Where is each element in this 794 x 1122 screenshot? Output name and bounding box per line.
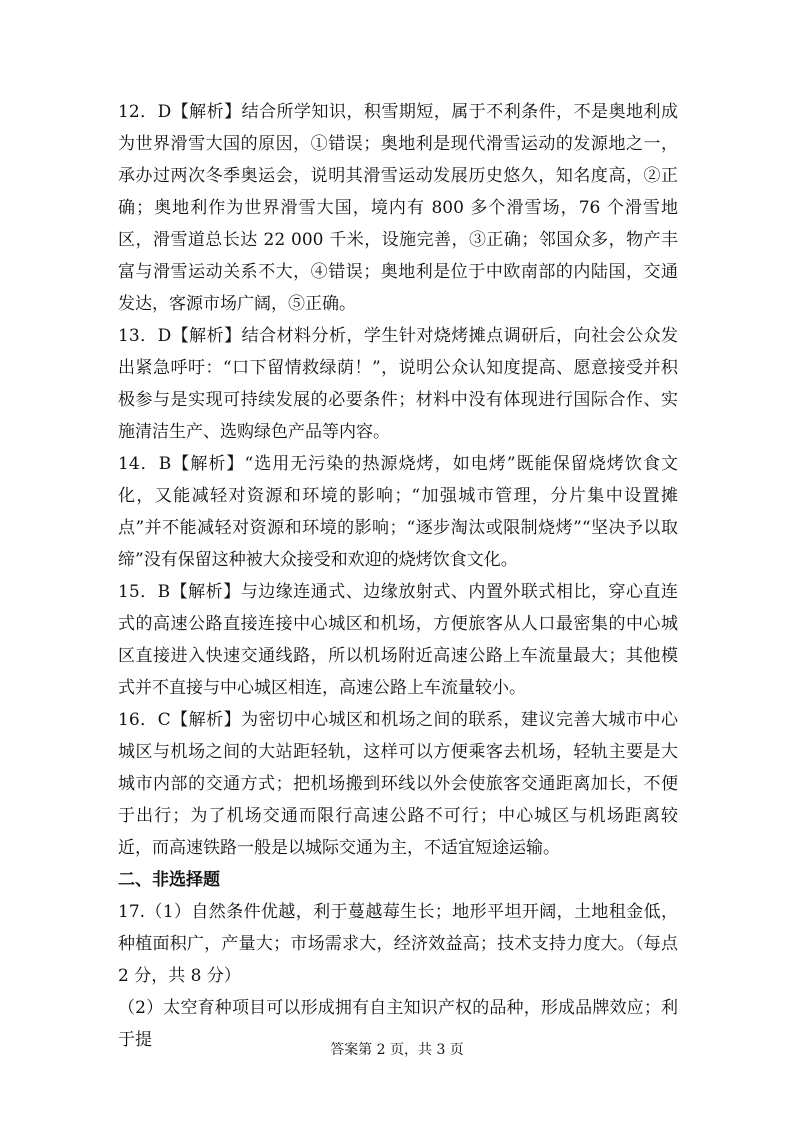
answer-content (118, 96, 678, 1056)
answer-q17-part2: （2）太空育种项目可以形成拥有自主知识产权的品种，形成品牌效应；利于提 (118, 998, 678, 1050)
section-title-non-choice: 二、非选择题 (118, 870, 220, 890)
answer-q12: 12．D【解析】结合所学知识，积雪期短，属于不利条件，不是奥地利成为世界滑雪大国的原因，①错误；奥地利是现代滑雪运动的发源地之一，承办过两次冬季奥运会，说明其滑雪运动发展历史悠久，知名度高，②正确；奥地利作为世界滑雪大国，境内有 800 多个滑雪场，76 个滑雪地区，滑雪道总长达 22 000 千米，设施完善，③正确；邻国众多，物产丰富与滑雪运动关系不大，④错误；奥地利是位于中欧南部的内陆国，交通发达，客源市场广阔，⑤正确。 (118, 102, 678, 314)
answer-q17-part1: 17.（1）自然条件优越，利于蔓越莓生长；地形平坦开阔，土地租金低，种植面积广，产量大；市场需求大，经济效益高；技术支持力度大。（每点 2 分，共 8 分） (118, 902, 678, 986)
answer-q16: 16．C【解析】为密切中心城区和机场之间的联系，建议完善大城市中心城区与机场之间的大站距轻轨，这样可以方便乘客去机场，轻轨主要是大城市内部的交通方式；把机场搬到环线以外会使旅客交通距离加长，不便于出行；为了机场交通而限行高速公路不可行；中心城区与机场距离较近，而高速铁路一般是以城际交通为主，不适宜短途运输。 (118, 710, 678, 858)
answer-q14: 14．B【解析】“选用无污染的热源烧烤，如电烤”既能保留烧烤饮食文化，又能减轻对资源和环境的影响；“加强城市管理，分片集中设置摊点”并不能减轻对资源和环境的影响；“逐步淘汰或限制烧烤”“坚决予以取缔”没有保留这种被大众接受和欢迎的烧烤饮食文化。 (118, 454, 678, 570)
answer-q13: 13．D【解析】结合材料分析，学生针对烧烤摊点调研后，向社会公众发出紧急呼吁：“口下留情救绿荫！”，说明公众认知度提高、愿意接受并积极参与是实现可持续发展的必要条件；材料中没有体现进行国际合作、实施清洁生产、选购绿色产品等内容。 (118, 326, 678, 442)
page-footer: 答案第 2 页，共 3 页 (330, 1042, 464, 1058)
answer-q15: 15．B【解析】与边缘连通式、边缘放射式、内置外联式相比，穿心直连式的高速公路直接连接中心城区和机场，方便旅客从人口最密集的中心城区直接进入快速交通线路，所以机场附近高速公路上车流量最大；其他模式并不直接与中心城区相连，高速公路上车流量较小。 (118, 582, 678, 698)
